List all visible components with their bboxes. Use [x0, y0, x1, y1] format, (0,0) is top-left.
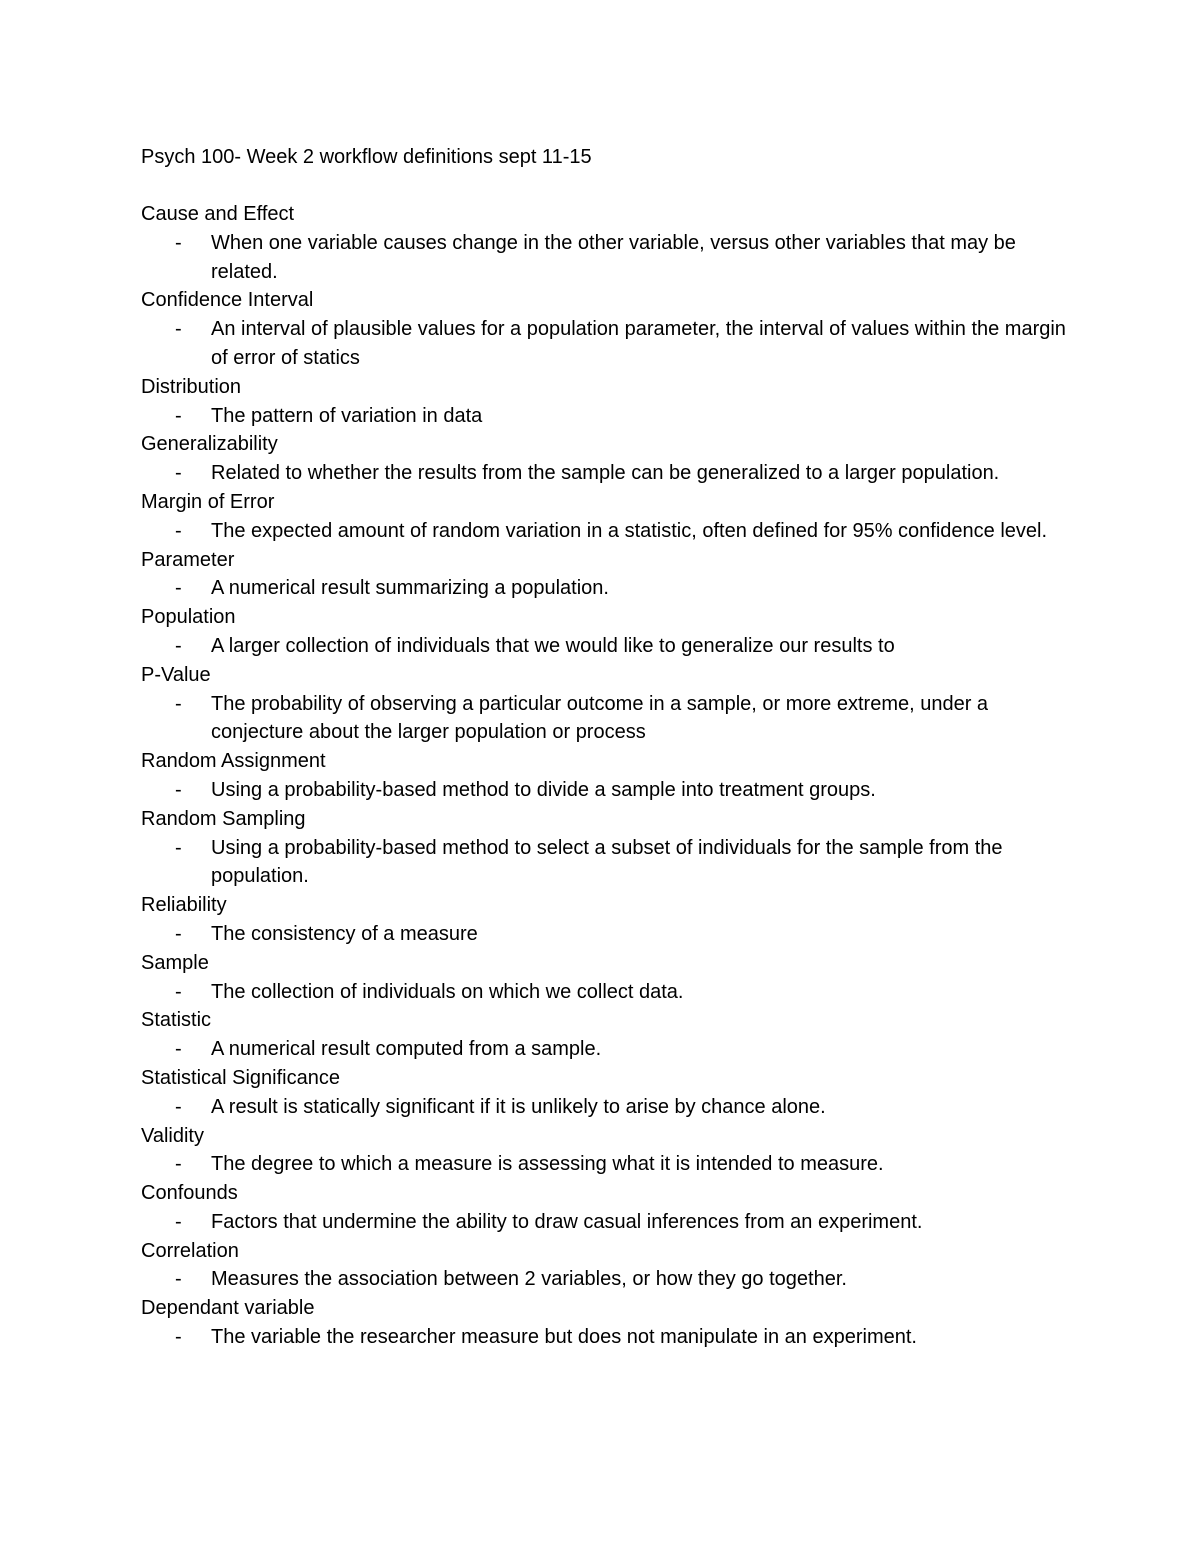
term: Sample: [141, 951, 209, 974]
definition-text: The collection of individuals on which we collect data.: [211, 980, 684, 1003]
bullet-dash: -: [175, 1326, 182, 1349]
definition: [141, 834, 1071, 892]
definition-entry: [141, 1006, 1071, 1064]
bullet-dash: -: [175, 577, 182, 600]
term: Confidence Interval: [141, 289, 314, 312]
definition-text: The degree to which a measure is assessing what it is intended to measure.: [211, 1153, 884, 1176]
definition: [141, 402, 1071, 431]
definition-text: A numerical result summarizing a population.: [211, 577, 609, 600]
definition-entry: [141, 1122, 1071, 1180]
term: Population: [141, 606, 236, 629]
bullet-dash: -: [175, 980, 182, 1003]
bullet-dash: -: [175, 318, 182, 341]
definition-text: When one variable causes change in the other variable, versus other variables that may be related.: [211, 231, 1016, 283]
bullet-dash: -: [175, 922, 182, 945]
definition: [141, 1208, 1071, 1237]
definition-text: Related to whether the results from the sample can be generalized to a larger population.: [211, 462, 1000, 485]
bullet-dash: -: [175, 519, 182, 542]
term: Cause and Effect: [141, 203, 295, 225]
definition-entry: [141, 488, 1071, 546]
definition-text: The consistency of a measure: [211, 922, 478, 945]
definition: [141, 690, 1071, 748]
definition-entry: [141, 1294, 1071, 1352]
definition-entry: [141, 286, 1071, 372]
term: Generalizability: [141, 433, 278, 456]
bullet-dash: -: [175, 1268, 182, 1291]
definition-text: A numerical result computed from a sample.: [211, 1038, 602, 1061]
definition: [141, 315, 1071, 373]
term: Correlation: [141, 1239, 239, 1262]
definition-entry: [141, 747, 1071, 805]
definition-text: Measures the association between 2 variables, or how they go together.: [211, 1268, 847, 1291]
term: P-Value: [141, 663, 211, 686]
definition-entry: [141, 373, 1071, 431]
definition: [141, 229, 1071, 287]
bullet-dash: -: [175, 692, 182, 715]
definition-entry: [141, 1179, 1071, 1237]
term: Distribution: [141, 375, 242, 398]
definition: [141, 1323, 1071, 1352]
term: Random Assignment: [141, 750, 326, 773]
definition-text: A larger collection of individuals that we would like to generalize our results to: [211, 634, 895, 657]
definition-text: The expected amount of random variation in a statistic, often defined for 95% confidence level.: [211, 519, 1048, 542]
definition: [141, 1265, 1071, 1294]
definition-entry: [141, 546, 1071, 604]
definition: [141, 459, 1071, 488]
term: Margin of Error: [141, 490, 275, 513]
term: Validity: [141, 1124, 204, 1147]
definition: [141, 517, 1071, 546]
definition-list: [141, 200, 1071, 1352]
definition-entry: [141, 430, 1071, 488]
term: Statistic: [141, 1009, 212, 1032]
definition-entry: [141, 200, 1071, 286]
definition-entry: [141, 1064, 1071, 1122]
definition: [141, 978, 1071, 1007]
definition-entry: [141, 1237, 1071, 1295]
definition: [141, 920, 1071, 949]
definition: [141, 1093, 1071, 1122]
definition-text: Using a probability-based method to divide a sample into treatment groups.: [211, 778, 876, 801]
term: Parameter: [141, 548, 235, 571]
bullet-dash: -: [175, 634, 182, 657]
definition-entry: [141, 661, 1071, 747]
bullet-dash: -: [175, 1153, 182, 1176]
bullet-dash: -: [175, 404, 182, 427]
bullet-dash: -: [175, 1038, 182, 1061]
bullet-dash: -: [175, 462, 182, 485]
term: Statistical Significance: [141, 1066, 340, 1089]
term: Dependant variable: [141, 1297, 315, 1320]
definition: [141, 1035, 1071, 1064]
bullet-dash: -: [175, 836, 182, 859]
bullet-dash: -: [175, 778, 182, 801]
bullet-dash: -: [175, 1095, 182, 1118]
definition-text: An interval of plausible values for a population parameter, the interval of values within the margin of error of statics: [211, 318, 1066, 369]
definition-text: Factors that undermine the ability to draw casual inferences from an experiment.: [211, 1210, 923, 1233]
definition-text: The probability of observing a particular outcome in a sample, or more extreme, under a conjecture about the larger population or process: [211, 692, 989, 744]
definition-entry: [141, 805, 1071, 891]
definition-text: A result is statically significant if it is unlikely to arise by chance alone.: [211, 1095, 826, 1118]
definition-entry: [141, 949, 1071, 1007]
definition-text: Using a probability-based method to select a subset of individuals for the sample from the population.: [211, 836, 1003, 888]
bullet-dash: -: [175, 231, 182, 254]
definition-entry: [141, 603, 1071, 661]
definition: [141, 632, 1071, 661]
term: Random Sampling: [141, 807, 306, 830]
definition-text: The variable the researcher measure but does not manipulate in an experiment.: [211, 1326, 917, 1349]
term: Confounds: [141, 1182, 238, 1205]
bullet-dash: -: [175, 1210, 182, 1233]
definition: [141, 574, 1071, 603]
definition-text: The pattern of variation in data: [211, 404, 483, 427]
definition-entry: [141, 891, 1071, 949]
document-title: Psych 100- Week 2 workflow definitions sept 11-15: [141, 146, 592, 168]
definition: [141, 776, 1071, 805]
definition: [141, 1150, 1071, 1179]
term: Reliability: [141, 894, 227, 917]
